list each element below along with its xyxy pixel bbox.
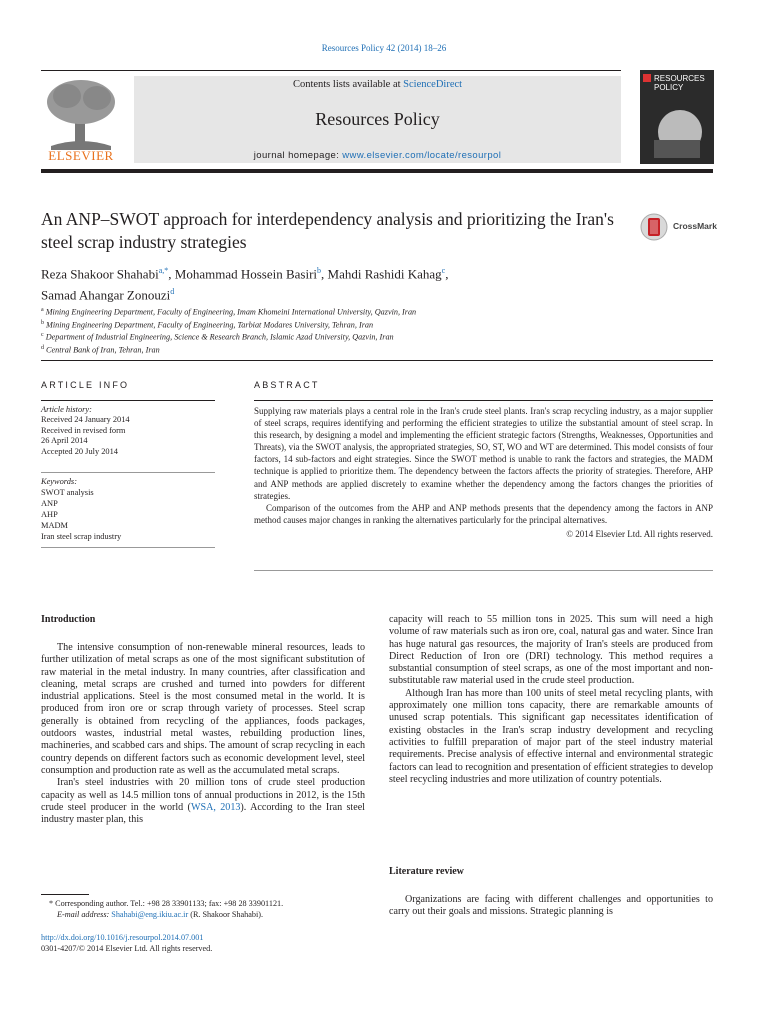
crossmark-icon — [640, 211, 668, 243]
author-separator: , — [445, 266, 449, 282]
author-separator: , — [168, 266, 175, 282]
body-paragraph: Organizations are facing with different challenges and opportunities to carry out their goals and missions. Strategic planning is — [389, 894, 713, 918]
author-list — [41, 262, 661, 305]
body-column-right-lower — [389, 894, 713, 919]
author-name[interactable]: Mahdi Rashidi Kahag — [327, 266, 442, 282]
article-info-rule — [41, 400, 215, 401]
crossmark-badge[interactable] — [640, 211, 730, 243]
author-affil-mark[interactable]: b — [317, 266, 322, 275]
cover-title-line2: POLICY — [654, 83, 684, 92]
abstract-body — [254, 405, 713, 540]
homepage-link[interactable]: www.elsevier.com/locate/resourpol — [342, 150, 502, 161]
affiliation: $^a$ Mining Engineering Department, Faculty of Engineering, Imam Khomeini International University, Qazvin, Iran — [41, 307, 417, 317]
body-paragraph: Iran's steel industries with 20 million tons of crude steel production capacity as well as 14.5 million tons of annual productions in 2012, is the 15th crude steel producer in the world (WSA, 2013). According to the Iran steel industry master plan, this — [41, 777, 365, 826]
crossmark-label: CrossMark — [673, 221, 717, 231]
history-item: Accepted 20 July 2014 — [41, 446, 118, 456]
abstract-paragraph: Comparison of the outcomes from the AHP and ANP methods presents that the dependency among the factors in ANP method causes major changes in ranking the alternatives particularly for the principal alternatives. — [254, 502, 713, 525]
author-separator: , — [321, 266, 328, 282]
email-link[interactable]: Shahabi@eng.ikiu.ac.ir — [111, 910, 189, 919]
cover-title-line1: RESOURCES — [654, 74, 705, 83]
homepage-prefix: journal homepage: — [253, 150, 343, 161]
email-line: E-mail address: Shahabi@eng.ikiu.ac.ir (R. Shakoor Shahabi). — [57, 910, 263, 919]
history-label: Article history: — [41, 405, 92, 414]
keyword: ANP — [41, 498, 58, 508]
history-item: 26 April 2014 — [41, 436, 88, 446]
author-name[interactable]: Reza Shakoor Shahabi — [41, 266, 159, 282]
abstract-paragraph: Supplying raw materials plays a central role in the Iran's crude steel plants. Iran's scrap recycling industry, as a major supplier of steel scraps, requires identifying and performing the efficient strategies to utilize the substantial amount of steel scrap. In this research, by designing a model and implementing the efficient strategic factors (Strengths, Weaknesses, Opportunities and Threats), via the SWOT analysis, the appropriated strategies, SO, ST, WO and WT are determined. This model consists of four factors, 14 sub-factors and eight strategies. Since the SWOT method is unable to rank the factors and strategies, the MADM technique is applied to prioritize them. The dependency between the factors affects the priority of strategies. Therefore, AHP and ANP methods are applied discretely to examine whether the dependency among the factors changes the priorities of strategies. — [254, 406, 713, 501]
keywords-label: Keywords: — [41, 477, 77, 486]
abstract-rule — [254, 400, 713, 401]
history-item: Received 24 January 2014 — [41, 415, 130, 425]
doi-link[interactable]: http://dx.doi.org/10.1016/j.resourpol.2014.07.001 — [41, 933, 204, 942]
introduction-heading: Introduction — [41, 614, 96, 625]
keyword-list — [41, 477, 215, 542]
author-affil-mark[interactable]: a,* — [158, 266, 169, 275]
affiliation: $^d$ Central Bank of Iran, Tehran, Iran — [41, 345, 160, 355]
footnote-rule — [41, 894, 89, 895]
author-name[interactable]: Mohammad Hossein Basiri — [174, 266, 318, 282]
history-item: Received in revised form — [41, 425, 126, 435]
author-affil-mark[interactable]: d — [170, 287, 175, 297]
author-name[interactable]: Samad Ahangar Zonouzi — [41, 287, 171, 303]
section-rule — [41, 360, 713, 361]
header-rule — [41, 70, 621, 71]
journal-homepage — [134, 150, 621, 161]
doi-block — [41, 932, 371, 954]
abstract-heading: ABSTRACT — [254, 380, 320, 390]
contents-line — [134, 79, 621, 90]
body-paragraph: Although Iran has more than 100 units of steel metal recycling plants, with approximately one million tons capacity, there are remarkable amounts of unused scrap potentials. This significant gap necessitates identification of existing obstacles in the Iran's scrap industry development and recycling activities to fulfill preparation of major part of the steel industry material requirements. Precise analysis of effective internal and environmental strategic factors can lead to recognition and presentation of efficient strategies to develop steel recycling industries and more utilization of country potentials. — [389, 687, 713, 785]
body-paragraph: capacity will reach to 55 million tons in 2025. This sum will need a high volume of raw materials such as iron ore, coal, natural gas and water. Since Iran has huge natural gas resources, the majority of Iran's steels are produced from Direct Reduction of Iron ore (DRI) technology. This method requires a substantial consumption of steel scraps, as one of the most important and non-substitutable raw material used in the crude steel production. — [389, 614, 713, 687]
journal-citation[interactable]: Resources Policy 42 (2014) 18–26 — [321, 43, 447, 53]
affiliation-list — [41, 305, 661, 356]
wsa-citation-link[interactable]: WSA, 2013 — [190, 801, 241, 813]
article-title: An ANP–SWOT approach for interdependency analysis and prioritizing the Iran's steel scrap industry strategies — [41, 209, 614, 252]
article-info-heading: ARTICLE INFO — [41, 380, 130, 390]
body-column-left — [41, 642, 365, 826]
journal-cover[interactable] — [640, 70, 714, 164]
elsevier-wordmark: ELSEVIER — [48, 148, 114, 163]
cover-image-icon — [640, 70, 714, 164]
affiliation: $^c$ Department of Industrial Engineering, Science & Research Branch, Islamic Azad University, Qazvin, Iran — [41, 332, 394, 343]
abstract-copyright: © 2014 Elsevier Ltd. All rights reserved. — [566, 528, 713, 539]
keyword: MADM — [41, 520, 68, 530]
corresponding-author-note: * Corresponding author. Tel.: +98 28 33901133; fax: +98 28 33901121. — [49, 899, 284, 908]
issn-line: 0301-4207/© 2014 Elsevier Ltd. All rights reserved. — [41, 944, 213, 953]
literature-review-heading: Literature review — [389, 866, 464, 877]
elsevier-logo[interactable] — [41, 76, 121, 164]
author-affil-mark[interactable]: c — [441, 266, 446, 275]
history-rule — [41, 472, 215, 473]
keyword: SWOT analysis — [41, 487, 94, 497]
keyword: Iran steel scrap industry — [41, 531, 122, 541]
article-history — [41, 405, 215, 457]
keyword: AHP — [41, 509, 58, 519]
body-paragraph: The intensive consumption of non-renewable mineral resources, leads to further utilization of metal scraps as one of the most significant substitution of raw material in the metal industry. In many countries, after classification and cleaning, metal scraps are crushed and turned into powders for different industrial applications. Steel is the most consumed metal in the world. It is produced from iron ore or scrap through variety of processes. Steel scrap generally is obtained from recycling of the appliances, foods packages, outdoors wastes, industrial metal wastes, rebuilding production lines, machineries, and scabbed cars and ships. The amount of scrap recycling in each country depends on different factors such as economic development level, steel consumption and production rate as well as the accumulated metal scraps. — [41, 642, 365, 776]
footnote — [41, 898, 371, 920]
sciencedirect-link[interactable]: ScienceDirect — [403, 79, 463, 90]
body-column-right — [389, 614, 713, 786]
keywords-rule — [41, 547, 215, 548]
header-thick-rule — [41, 169, 713, 173]
journal-name: Resources Policy — [315, 109, 440, 129]
affiliation: $^b$ Mining Engineering Department, Faculty of Engineering, Tarbiat Modares University, Tehran, Iran — [41, 319, 374, 330]
contents-prefix: Contents lists available at — [292, 79, 404, 90]
abstract-end-rule — [254, 570, 713, 571]
